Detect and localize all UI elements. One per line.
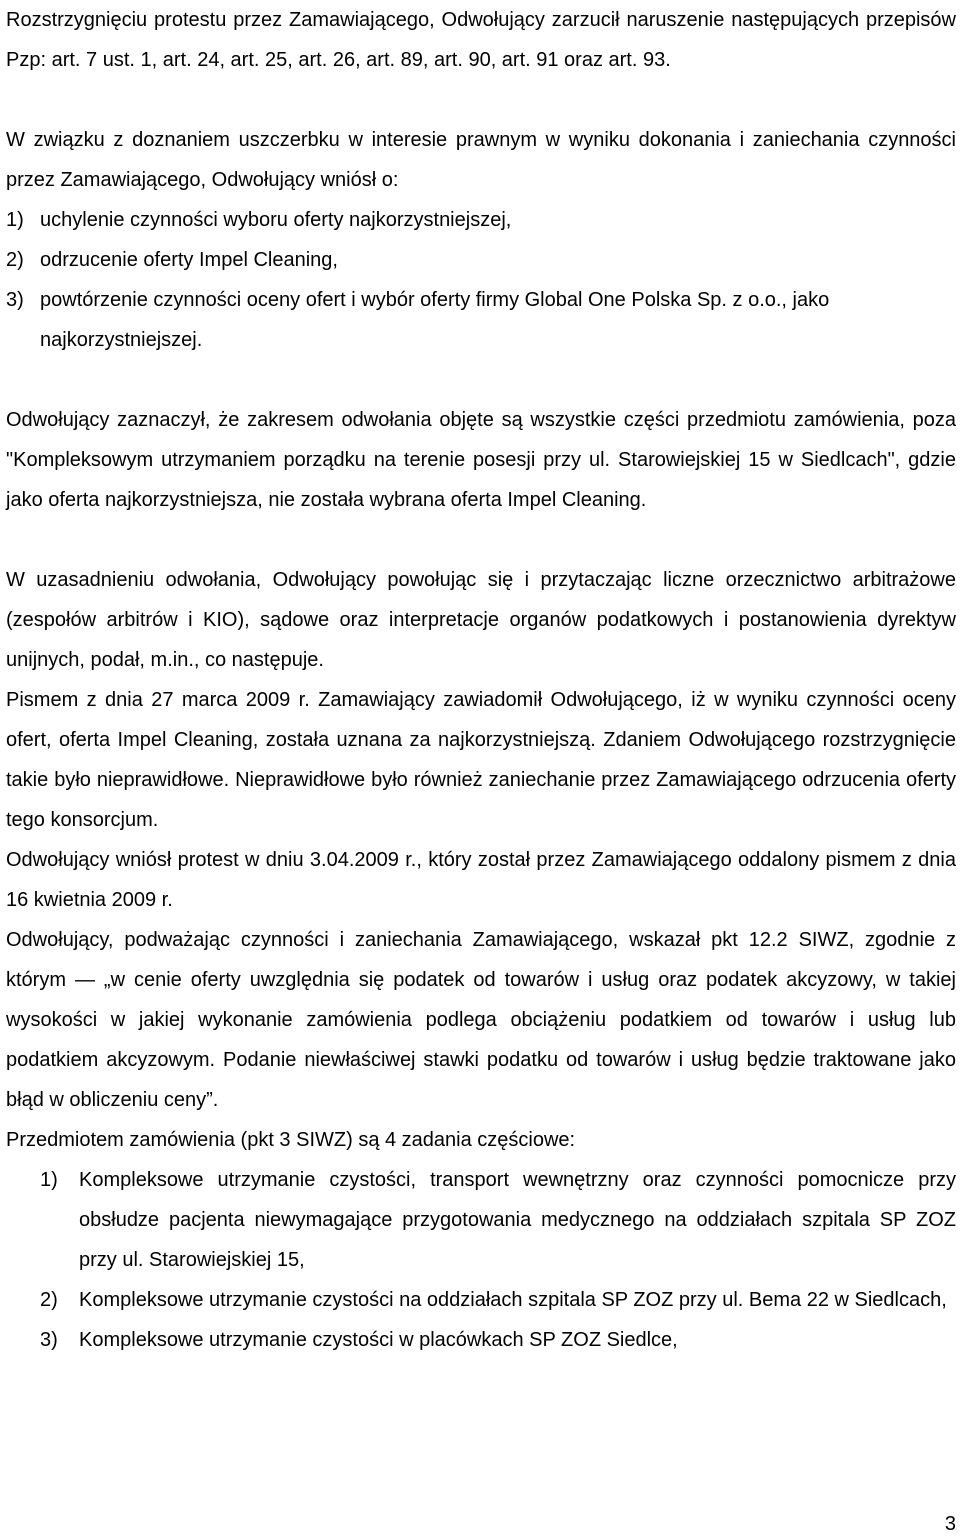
list-item: [6, 1280, 956, 1320]
paragraph-subject: Przedmiotem zamówienia (pkt 3 SIWZ) są 4 zadania częściowe:: [6, 1129, 576, 1151]
paragraph-protest-charges: Rozstrzygnięciu protestu przez Zamawiającego, Odwołujący zarzucił naruszenie następujących przepisów Pzp: art. 7 ust. 1, art. 24, art. 25, art. 26, art. 89, art. 90, art. 91 oraz art. 93.: [6, 9, 956, 71]
list-item: [6, 280, 956, 360]
list-item: [6, 1160, 956, 1280]
list-text: uchylenie czynności wyboru oferty najkorzystniejszej,: [40, 209, 512, 231]
list-number: 1): [6, 209, 24, 231]
paragraph-gap: [6, 360, 956, 400]
list-number: 2): [6, 249, 24, 271]
page-number: 3: [944, 1513, 956, 1535]
list-number: 2): [40, 1289, 58, 1311]
paragraph-gap: [6, 520, 956, 560]
document-page: [6, 0, 956, 1360]
list-text: odrzucenie oferty Impel Cleaning,: [40, 249, 338, 271]
list-text: Kompleksowe utrzymanie czystości, transport wewnętrzny oraz czynności pomocnicze przy obsłudze pacjenta niewymagające przygotowania medycznego na oddziałach szpitala SP ZOZ przy ul. Starowiejskiej 15,: [79, 1169, 956, 1271]
task-list: [6, 1160, 956, 1360]
paragraph-appeal-request: W związku z doznaniem uszczerbku w interesie prawnym w wyniku dokonania i zaniechania czynności przez Zamawiającego, Odwołujący wniósł o:: [6, 129, 956, 191]
list-text: Kompleksowe utrzymanie czystości na oddziałach szpitala SP ZOZ przy ul. Bema 22 w Siedlcach,: [79, 1289, 947, 1311]
paragraph-justification: W uzasadnieniu odwołania, Odwołujący powołując się i przytaczając liczne orzecznictwo arbitrażowe (zespołów arbitrów i KIO), sądowe oraz interpretacje organów podatkowych i postanowienia dyrektyw unijnych, podał, m.in., co następuje.: [6, 569, 956, 671]
list-item: [6, 240, 956, 280]
request-list: [6, 200, 956, 360]
list-number: 1): [40, 1169, 58, 1191]
paragraph-protest-filed: Odwołujący wniósł protest w dniu 3.04.2009 r., który został przez Zamawiającego oddalony pismem z dnia 16 kwietnia 2009 r.: [6, 849, 956, 911]
paragraph-notification: Pismem z dnia 27 marca 2009 r. Zamawiający zawiadomił Odwołującego, iż w wyniku czynności oceny ofert, oferta Impel Cleaning, została uznana za najkorzystniejszą. Zdaniem Odwołującego rozstrzygnięcie takie było nieprawidłowe. Nieprawidłowe było również zaniechanie przez Zamawiającego odrzucenia oferty tego konsorcjum.: [6, 689, 956, 831]
list-number: 3): [6, 289, 24, 311]
list-text: Kompleksowe utrzymanie czystości w placówkach SP ZOZ Siedlce,: [79, 1329, 678, 1351]
paragraph-gap: [6, 80, 956, 120]
paragraph-scope: Odwołujący zaznaczył, że zakresem odwołania objęte są wszystkie części przedmiotu zamówienia, poza "Kompleksowym utrzymaniem porządku na terenie posesji przy ul. Starowiejskiej 15 w Siedlcach", gdzie jako oferta najkorzystniejsza, nie została wybrana oferta Impel Cleaning.: [6, 409, 956, 511]
list-item: [6, 1320, 956, 1360]
list-number: 3): [40, 1329, 58, 1351]
list-text: powtórzenie czynności oceny ofert i wybór oferty firmy Global One Polska Sp. z o.o., jako najkorzystniejszej.: [40, 289, 830, 351]
paragraph-siwz-quote: Odwołujący, podważając czynności i zaniechania Zamawiającego, wskazał pkt 12.2 SIWZ, zgodnie z którym — „w cenie oferty uwzględnia się podatek od towarów i usług oraz podatek akcyzowy, w takiej wysokości w jakiej wykonanie zamówienia podlega obciążeniu podatkiem od towarów i usług lub podatkiem akcyzowym. Podanie niewłaściwej stawki podatku od towarów i usług będzie traktowane jako błąd w obliczeniu ceny”.: [6, 929, 956, 1111]
list-item: [6, 200, 956, 240]
